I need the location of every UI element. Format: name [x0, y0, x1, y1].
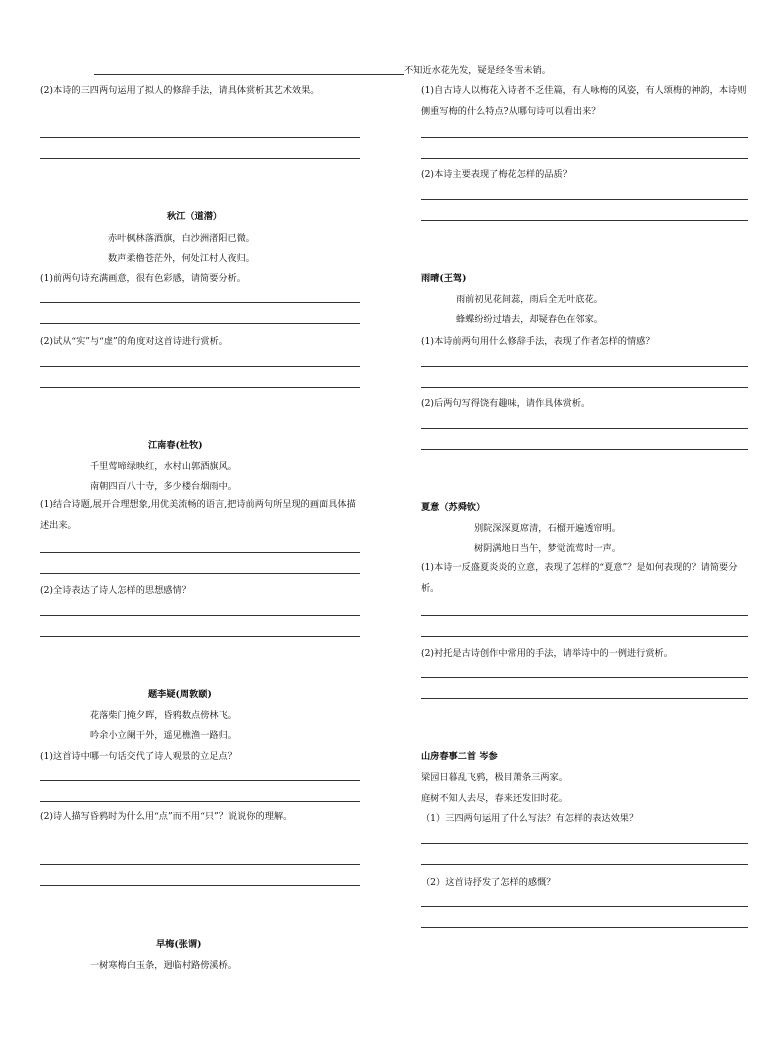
- answer-line[interactable]: [421, 137, 748, 138]
- poem-line: 南朝四百八十寺，多少楼台烟雨中。: [90, 481, 237, 492]
- question-2: (2)全诗表达了诗人怎样的思想感情？: [40, 585, 191, 596]
- poem-line: 雨前初见花间蕊，雨后全无叶底花。: [456, 294, 603, 305]
- answer-line[interactable]: [40, 636, 360, 637]
- answer-line[interactable]: [40, 615, 360, 616]
- answer-line[interactable]: [40, 885, 360, 886]
- question-2: (2)诗人描写昏鸦时为什么用“点”而不用“只”？说说你的理解。: [40, 811, 293, 822]
- answer-line[interactable]: [40, 366, 360, 367]
- poem-line: 花落柴门掩夕晖，昏鸦数点傍林飞。: [90, 710, 237, 721]
- answer-line[interactable]: [421, 366, 748, 367]
- question-1: (1)前两句诗充满画意，很有色彩感，请简要分析。: [40, 273, 246, 284]
- right-top-question-1: (1)自古诗人以梅花入诗者不乏佳篇，有人咏梅的风姿，有人颂梅的神韵，本诗则侧重写梅的什么特点?从哪句诗可以看出来？: [421, 85, 747, 117]
- answer-line[interactable]: [40, 801, 360, 802]
- answer-line[interactable]: [40, 552, 360, 553]
- poem-title-tixiaoting: 题李疑(周敦颐): [148, 689, 212, 700]
- poem-line: 千里莺啼绿映红，水村山郭酒旗风。: [90, 461, 237, 472]
- answer-line[interactable]: [421, 199, 748, 200]
- right-top-question-2: (2)本诗主要表现了梅花怎样的品质？: [421, 169, 572, 180]
- poem-title-zaomei: 早梅(张谓): [156, 939, 202, 950]
- question-1: （1）三四两句运用了什么写法？有怎样的表达效果？: [421, 813, 639, 824]
- answer-line[interactable]: [40, 780, 360, 781]
- poem-line: 一树寒梅白玉条，迥临村路傍溪桥。: [90, 960, 237, 971]
- header-text: 不知近水花先发，疑是经冬雪未销。: [404, 65, 551, 76]
- poem-line: 梁园日暮乱飞鸦，极目萧条三两家。: [421, 772, 568, 783]
- answer-line[interactable]: [421, 864, 748, 865]
- poem-title-xiayi: 夏意（苏舜钦）: [421, 502, 486, 513]
- answer-line[interactable]: [421, 927, 748, 928]
- answer-line[interactable]: [40, 302, 360, 303]
- question-1: (1)这首诗中哪一句话交代了诗人观景的立足点？: [40, 751, 237, 762]
- answer-line[interactable]: [40, 323, 360, 324]
- poem-line: 树阴满地日当午，梦觉流莺时一声。: [474, 543, 621, 554]
- answer-line[interactable]: [421, 843, 748, 844]
- question-2: (2)后两句写得饶有趣味，请作具体赏析。: [421, 398, 591, 409]
- answer-line[interactable]: [421, 636, 748, 637]
- poem-title-jiangnanchun: 江南春(杜牧): [148, 440, 203, 451]
- question-1: (1)本诗前两句用什么修辞手法，表现了作者怎样的情感？: [421, 336, 655, 347]
- left-top-question-2: (2)本诗的三四两句运用了拟人的修辞手法，请具体赏析其艺术效果。: [40, 85, 320, 96]
- question-2: (2)试从“实”与“虚”的角度对这首诗进行赏析。: [40, 336, 228, 347]
- answer-line[interactable]: [421, 677, 748, 678]
- question-2: (2)衬托是古诗创作中常用的手法，请举诗中的一例进行赏析。: [421, 648, 673, 659]
- answer-line[interactable]: [421, 220, 748, 221]
- question-1: (1)本诗一反盛夏炎炎的立意，表现了怎样的“夏意”？是如何表现的？请简要分析。: [421, 562, 738, 594]
- answer-line[interactable]: [40, 864, 360, 865]
- question-2: （2）这首诗抒发了怎样的感慨？: [421, 877, 556, 888]
- poem-line: 蜂蝶纷纷过墙去，却疑春色在邻家。: [456, 314, 603, 325]
- answer-line[interactable]: [421, 906, 748, 907]
- answer-line[interactable]: [40, 137, 360, 138]
- answer-line[interactable]: [40, 158, 360, 159]
- poem-line: 庭树不知人去尽，春来还发旧时花。: [421, 793, 568, 804]
- answer-line[interactable]: [421, 158, 748, 159]
- answer-line[interactable]: [40, 573, 360, 574]
- poem-title-shanfang: 山房春事二首 岑参: [421, 751, 498, 762]
- question-1: (1)结合诗题,展开合理想象,用优美流畅的语言,把诗前两句所呈现的画面具体描述出来。: [40, 499, 356, 531]
- header-rule: [94, 74, 404, 75]
- poem-line: 数声柔橹苍茫外，何处江村人夜归。: [108, 253, 255, 264]
- poem-line: 吟余小立阑干外，遥见樵渔一路归。: [90, 730, 237, 741]
- answer-line[interactable]: [40, 387, 360, 388]
- poem-line: 赤叶枫林落酒旗，白沙洲渚阳已微。: [108, 233, 255, 244]
- answer-line[interactable]: [421, 449, 748, 450]
- poem-title-yuqing: 雨晴(王驾): [421, 273, 467, 284]
- poem-line: 别院深深夏席清，石榴开遍透帘明。: [474, 523, 621, 534]
- answer-line[interactable]: [421, 615, 748, 616]
- answer-line[interactable]: [421, 698, 748, 699]
- poem-title-qiujiang: 秋江（道潜）: [167, 211, 223, 222]
- answer-line[interactable]: [421, 428, 748, 429]
- answer-line[interactable]: [421, 387, 748, 388]
